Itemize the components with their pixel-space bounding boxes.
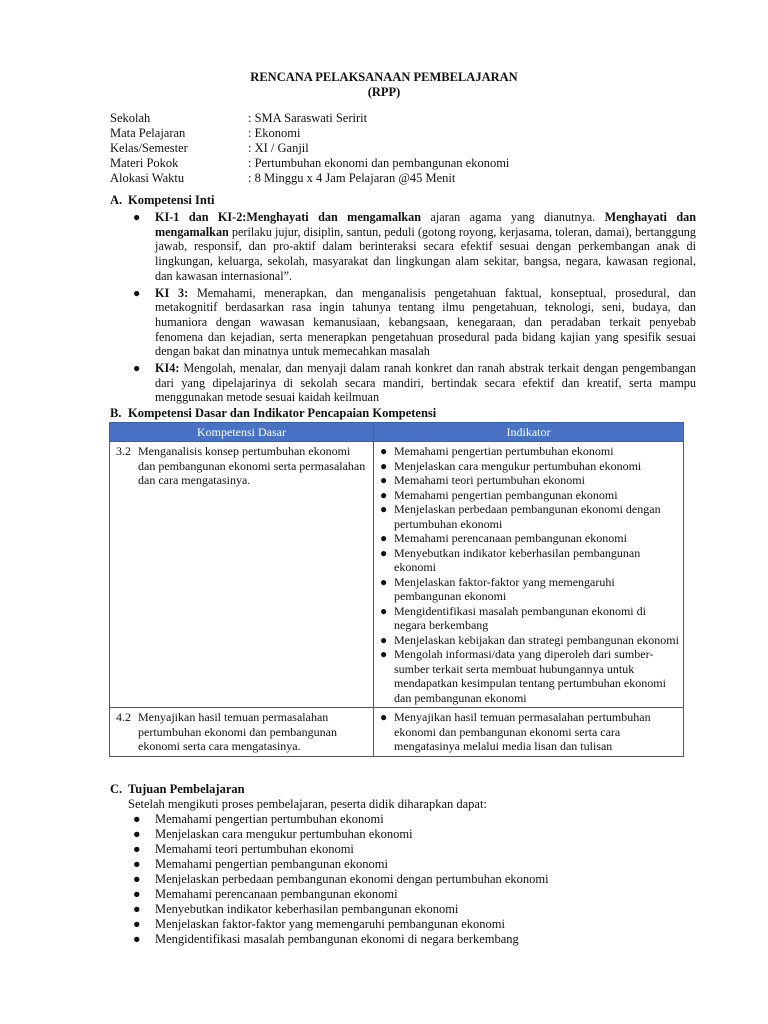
bullet-icon: ● [380, 545, 388, 560]
list-item [133, 902, 549, 917]
bullet-icon: ● [133, 842, 141, 856]
ki-text: Mengolah, menalar, dan menyaji dalam ranah konkret dan ranah abstrak terkait dengan pengembangan dari yang dipelajarinya di sekolah secara mandiri, bertindak secara efektif dan kreatif, serta mampu menggunakan metode sesuai kaidah keilmuan [155, 361, 696, 405]
kd-text: Menyajikan hasil temuan permasalahan pertumbuhan ekonomi dan pembangunan ekonomi serta cara mengatasinya. [138, 710, 337, 753]
bullet-icon: ● [380, 502, 388, 516]
identity-label: Materi Pokok [110, 156, 179, 170]
section-b-heading [110, 406, 436, 421]
identity-value: : XI / Ganjil [248, 141, 309, 155]
ki-emphasis: Menghayati dan mengamalkan [155, 210, 696, 239]
bullet-icon: ● [380, 458, 388, 473]
list-item [133, 812, 549, 827]
tujuan-text: Memahami pengertian pertumbuhan ekonomi [155, 812, 384, 826]
identity-row-kelas-semester [110, 141, 509, 156]
list-item [380, 531, 679, 546]
tujuan-text: Menjelaskan perbedaan pembangunan ekonomi dengan pertumbuhan ekonomi [155, 872, 549, 886]
bullet-icon: ● [380, 574, 388, 589]
list-item [380, 546, 679, 575]
kd-number: 3.2 [116, 444, 131, 458]
bullet-icon: ● [133, 932, 141, 946]
ki-label: KI-1 dan KI-2:Menghayati dan mengamalkan [155, 210, 421, 224]
indikator-cell [374, 442, 684, 708]
ki-text: perilaku jujur, disiplin, santun, peduli (gotong royong, kerjasama, toleran, damai), bertanggung jawab, responsif, dan pro-aktif dalam berinteraksi secara efektif sesuai dengan perkembangan anak di lingkungan, keluarga, sekolah, masyarakat dan lingkungan alam sekitar, bangsa, negara, kawasan regional, dan kawasan internasional”. [155, 224, 696, 283]
bullet-icon: ● [133, 872, 141, 886]
list-item [380, 710, 679, 754]
bullet-icon: ● [133, 887, 141, 901]
indikator-cell [374, 708, 684, 757]
list-item [380, 444, 679, 459]
section-letter: C. [110, 782, 123, 796]
bullet-icon: ● [133, 902, 141, 916]
list-item [380, 502, 679, 531]
ki-item-1 [133, 210, 696, 284]
document-title: RENCANA PELAKSANAAN PEMBELAJARAN [250, 70, 518, 84]
tujuan-text: Mengidentifikasi masalah pembangunan ekonomi di negara berkembang [155, 932, 519, 946]
section-title: Kompetensi Dasar dan Indikator Pencapaian Kompetensi [128, 406, 437, 420]
bullet-icon: ● [380, 710, 388, 724]
bullet-icon: ● [380, 603, 388, 618]
bullet-icon: ● [380, 444, 388, 458]
kd-number: 4.2 [116, 710, 131, 724]
indikator-text: Menjelaskan cara mengukur pertumbuhan ekonomi [394, 458, 642, 473]
bullet-icon: ● [380, 647, 388, 661]
bullet-icon: ● [133, 812, 141, 826]
indikator-text: Memahami perencanaan pembangunan ekonomi [394, 531, 627, 545]
bullet-icon: ● [380, 632, 388, 647]
bullet-icon: ● [133, 210, 141, 224]
indikator-text: Menyebutkan indikator keberhasilan pembangunan ekonomi [394, 545, 641, 574]
indikator-text: Menyajikan hasil temuan permasalahan pertumbuhan ekonomi dan pembangunan ekonomi serta cara mengatasinya melalui media lisan dan tulisan [394, 710, 651, 753]
indikator-list [380, 710, 679, 754]
tujuan-text: Memahami pengertian pembangunan ekonomi [155, 857, 388, 871]
indikator-text: Memahami pengertian pertumbuhan ekonomi [394, 444, 614, 458]
identity-value: : Pertumbuhan ekonomi dan pembangunan ekonomi [248, 156, 510, 170]
bullet-icon: ● [380, 487, 388, 502]
identity-label: Sekolah [110, 111, 151, 125]
identity-label: Kelas/Semester [110, 141, 188, 155]
ki-label: KI4: [155, 361, 180, 376]
section-title: Kompetensi Inti [128, 193, 215, 207]
ki-text: Memahami, menerapkan, dan menganalisis pengetahuan faktual, konseptual, prosedural, dan metakognitif berdasarkan rasa ingin tahunya tentang ilmu pengetahuan, teknologi, seni, budaya, dan humaniora dengan wawasan kemanusiaan, kebangsaan, kenegaraan, dan peradaban terkait penyebab fenomena dan kejadian, serta menerapkan pengetahuan prosedural pada bidang kajian yang spesifik sesuai dengan bakat dan minatnya untuk memecahkan masalah [155, 285, 696, 359]
list-item [133, 887, 549, 902]
section-c-heading [110, 782, 245, 797]
list-item [133, 872, 549, 887]
tujuan-text: Memahami perencanaan pembangunan ekonomi [155, 887, 398, 901]
list-item [380, 488, 679, 503]
column-header-kompetensi-dasar: Kompetensi Dasar [110, 423, 374, 442]
list-item [133, 932, 549, 947]
bullet-icon: ● [133, 917, 141, 931]
section-letter: B. [110, 406, 122, 420]
indikator-list [380, 444, 679, 705]
tujuan-list [133, 812, 549, 947]
bullet-icon: ● [380, 473, 388, 487]
list-item [380, 473, 679, 488]
table-row [110, 708, 684, 757]
indikator-text: Mengidentifikasi masalah pembangunan ekonomi di negara berkembang [394, 603, 646, 632]
identity-row-sekolah [110, 111, 509, 126]
list-item [133, 857, 549, 872]
identity-block [110, 111, 509, 186]
bullet-icon: ● [133, 827, 141, 841]
bullet-icon: ● [380, 531, 388, 545]
identity-value: : Ekonomi [248, 126, 301, 140]
bullet-icon: ● [133, 285, 141, 300]
tujuan-text: Memahami teori pertumbuhan ekonomi [155, 842, 354, 856]
section-a-heading [110, 193, 214, 208]
identity-row-mata-pelajaran [110, 126, 509, 141]
indikator-text: Mengolah informasi/data yang diperoleh dari sumber-sumber terkait serta membuat hubungannya untuk mendapatkan kesimpulan tentang pertumbuhan ekonomi dan pembangunan ekonomi [394, 647, 666, 705]
document-subtitle: (RPP) [367, 85, 401, 99]
identity-label: Alokasi Waktu [110, 171, 185, 185]
indikator-text: Menjelaskan perbedaan pembangunan ekonomi dengan pertumbuhan ekonomi [394, 502, 661, 531]
indikator-text: Memahami pengertian pembangunan ekonomi [394, 487, 618, 502]
list-item [380, 633, 679, 648]
column-header-indikator: Indikator [374, 423, 684, 442]
kompetensi-table [109, 422, 684, 757]
list-item [380, 604, 679, 633]
section-title: Tujuan Pembelajaran [128, 782, 245, 796]
identity-value: : SMA Saraswati Seririt [248, 111, 368, 125]
ki-item-4 [133, 361, 696, 405]
list-item [133, 827, 549, 842]
list-item [380, 575, 679, 604]
table-row [110, 442, 684, 708]
identity-label: Mata Pelajaran [110, 126, 186, 140]
tujuan-text: Menjelaskan faktor-faktor yang memengaruhi pembangunan ekonomi [155, 917, 505, 931]
list-item [133, 917, 549, 932]
identity-row-alokasi-waktu [110, 171, 509, 186]
ki-item-3 [133, 286, 696, 360]
section-letter: A. [110, 193, 123, 207]
list-item [380, 647, 679, 705]
kompetensi-inti-list [133, 210, 696, 407]
list-item [133, 842, 549, 857]
indikator-text: Menjelaskan kebijakan dan strategi pembangunan ekonomi [394, 632, 679, 647]
table-header-row [110, 423, 684, 442]
bullet-icon: ● [133, 857, 141, 871]
list-item [380, 459, 679, 474]
identity-value: : 8 Minggu x 4 Jam Pelajaran @45 Menit [248, 171, 456, 185]
ki-text: ajaran agama yang dianutnya. [421, 210, 605, 224]
kd-cell [110, 442, 374, 708]
bullet-icon: ● [133, 361, 141, 376]
ki-label: KI 3: [155, 285, 189, 300]
tujuan-text: Menyebutkan indikator keberhasilan pembangunan ekonomi [155, 902, 459, 916]
identity-row-materi-pokok [110, 156, 509, 171]
tujuan-intro: Setelah mengikuti proses pembelajaran, peserta didik diharapkan dapat: [128, 797, 487, 811]
indikator-text: Memahami teori pertumbuhan ekonomi [394, 473, 585, 487]
kd-text: Menganalisis konsep pertumbuhan ekonomi dan pembangunan ekonomi serta permasalahan dan cara mengatasinya. [138, 444, 366, 487]
indikator-text: Menjelaskan faktor-faktor yang memengaruhi pembangunan ekonomi [394, 574, 615, 603]
tujuan-text: Menjelaskan cara mengukur pertumbuhan ekonomi [155, 827, 413, 841]
kd-cell [110, 708, 374, 757]
